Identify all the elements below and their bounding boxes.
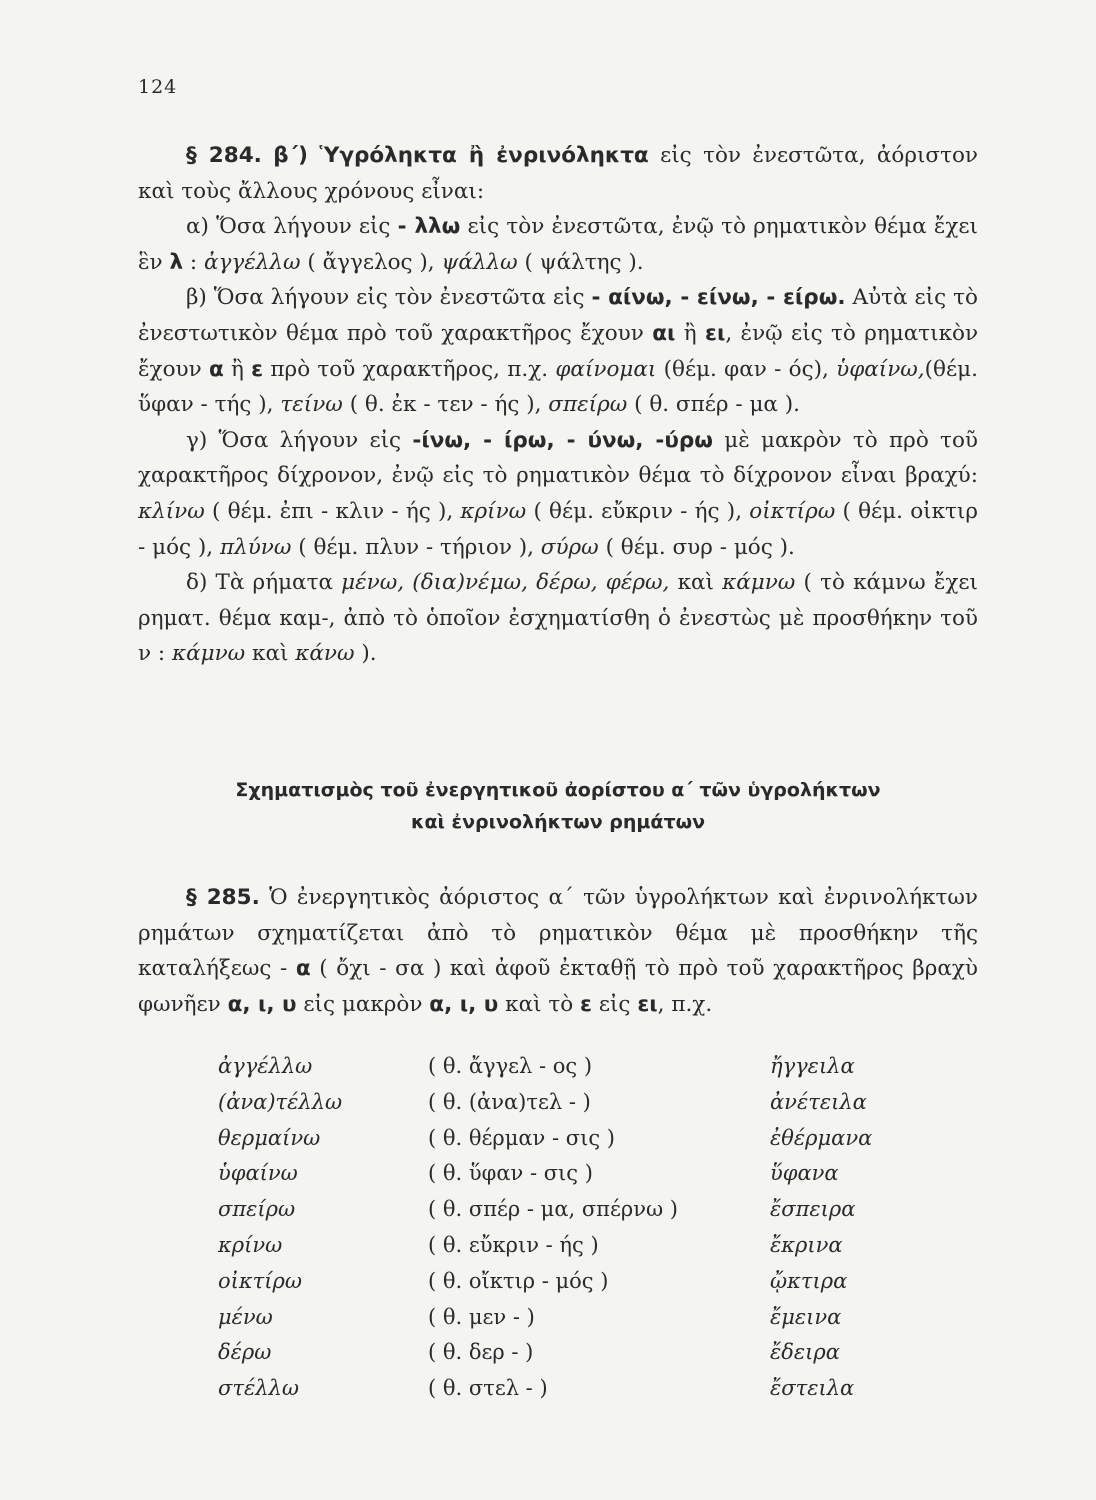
section-284-number: § 284. xyxy=(186,143,262,168)
theme-cell: ( θ. ὕφαν - σις ) xyxy=(428,1161,593,1186)
verb-cell: μένω xyxy=(218,1304,273,1329)
verb-cell: (ἀνα)τέλλω xyxy=(218,1089,343,1114)
aorist-cell: ὕφανα xyxy=(770,1161,839,1186)
section-284-title: Ὑγρόληκτα ἢ ἐνρινόληκτα xyxy=(319,143,649,168)
theme-cell: ( θ. εὔκριν - ής ) xyxy=(428,1232,599,1257)
theme-cell: ( θ. ἄγγελ - ος ) xyxy=(428,1054,593,1078)
theme-cell: ( θ. μεν - ) xyxy=(428,1304,535,1329)
paragraph-a: α) Ὅσα λήγουν εἰς - λλω εἰς τὸν ἐνεστῶτα, ἐνῷ τὸ ρηματικὸν θέμα ἔχει ἓν λ : ἀγγέλλω ( ἄγγελος ), ψάλλω ( ψάλτης ). xyxy=(138,214,978,275)
aorist-cell: ἀνέτειλα xyxy=(770,1089,867,1114)
theme-cell: ( θ. δερ - ) xyxy=(428,1340,534,1365)
theme-cell: ( θ. οἴκτιρ - μός ) xyxy=(428,1268,609,1293)
aorist-cell: ᾤκτιρα xyxy=(770,1268,848,1293)
theme-cell: ( θ. σπέρ - μα, σπέρνω ) xyxy=(428,1197,678,1222)
section-284 xyxy=(138,138,978,672)
verb-cell: οἰκτίρω xyxy=(218,1268,302,1293)
theme-cell: ( θ. (ἀνα)τελ - ) xyxy=(428,1089,591,1114)
verb-cell: στέλλω xyxy=(218,1376,299,1401)
page-number: 124 xyxy=(138,76,178,98)
verb-cell: ἀγγέλλω xyxy=(218,1054,313,1078)
aorist-cell: ἔστειλα xyxy=(770,1376,855,1401)
aorist-cell: ἔκρινα xyxy=(770,1232,843,1257)
section-heading xyxy=(138,774,978,838)
paragraph-c: γ) Ὅσα λήγουν εἰς -ίνω, - ίρω, - ύνω, -ύρω μὲ μακρὸν τὸ πρὸ τοῦ χαρακτῆρος δίχρονον, ἐνῷ εἰς τὸ ρηματικὸν θέμα τὸ δίχρονον εἶναι βραχύ: κλίνω ( θέμ. ἐπι - κλιν - ής ), κρίνω ( θέμ. εὔκριν - ής ), οἰκτίρω ( θέμ. οἰκτιρ - μός ), πλύνω ( θέμ. πλυν - τήριον ), σύρω ( θέμ. συρ - μός ). xyxy=(138,427,978,560)
heading-line-1: Σχηματισμὸς τοῦ ἐνεργητικοῦ ἀορίστου α΄ τῶν ὑγρολήκτων xyxy=(235,779,881,801)
verb-cell: σπείρω xyxy=(218,1197,296,1222)
aorist-cell: ἔμεινα xyxy=(770,1304,842,1329)
verb-cell: δέρω xyxy=(218,1340,272,1365)
aorist-cell: ἐθέρμανα xyxy=(770,1125,873,1150)
section-285-number: § 285. xyxy=(186,885,260,910)
theme-cell: ( θ. στελ - ) xyxy=(428,1376,548,1401)
heading-line-2: καὶ ἐνρινολήκτων ρημάτων xyxy=(410,811,706,833)
aorist-cell: ἤγγειλα xyxy=(770,1054,855,1078)
paragraph-d: δ) Τὰ ρήματα μένω, (δια)νέμω, δέρω, φέρω, καὶ κάμνω ( τὸ κάμνω ἔχει ρηματ. θέμα καμ-, ἀπὸ τὸ ὁποῖον ἐσχηματίσθη ὁ ἐνεστὼς μὲ προσθήκην τοῦ ν : κάμνω καὶ κάνω ). xyxy=(138,570,978,667)
aorist-cell: ἔσπειρα xyxy=(770,1197,856,1222)
verb-cell: κρίνω xyxy=(218,1232,283,1257)
theme-cell: ( θ. θέρμαν - σις ) xyxy=(428,1125,615,1150)
verb-cell: ὑφαίνω xyxy=(218,1161,298,1186)
section-285-paragraph: § 285. Ὁ ἐνεργητικὸς ἀόριστος α΄ τῶν ὑγρολήκτων καὶ ἐνρινολήκτων ρημάτων σχηματίζεται ἀπὸ τὸ ρηματικὸν θέμα μὲ προσθήκην τῆς καταλήξεως - α ( ὄχι - σα ) καὶ ἀφοῦ ἐκταθῇ τὸ πρὸ τοῦ χαρακτῆρος βραχὺ φωνῆεν α, ι, υ εἰς μακρὸν α, ι, υ καὶ τὸ ε εἰς ει, π.χ. xyxy=(138,885,978,1017)
section-285 xyxy=(138,880,978,1022)
aorist-cell: ἔδειρα xyxy=(770,1340,840,1365)
paragraph-b: β) Ὅσα λήγουν εἰς τὸν ἐνεστῶτα εἰς - αίνω, - είνω, - είρω. Αὐτὰ εἰς τὸ ἐνεστωτικὸν θέμα πρὸ τοῦ χαρακτῆρος ἔχουν αι ἢ ει, ἐνῷ εἰς τὸ ρηματικὸν ἔχουν α ἢ ε πρὸ τοῦ χαρακτῆρος, π.χ. φαίνομαι (θέμ. φαν - ός), ὑφαίνω,(θέμ. ὕφαν - τής ), τείνω ( θ. ἐκ - τεν - ής ), σπείρω ( θ. σπέρ - μα ). xyxy=(138,285,979,418)
section-284-intro: § 284. β΄) Ὑγρόληκτα ἢ ἐνρινόληκτα εἰς τὸν ἐνεστῶτα, ἀόριστον καὶ τοὺς ἄλλους χρόνους εἶναι: xyxy=(138,143,978,204)
verb-cell: θερμαίνω xyxy=(218,1125,321,1150)
